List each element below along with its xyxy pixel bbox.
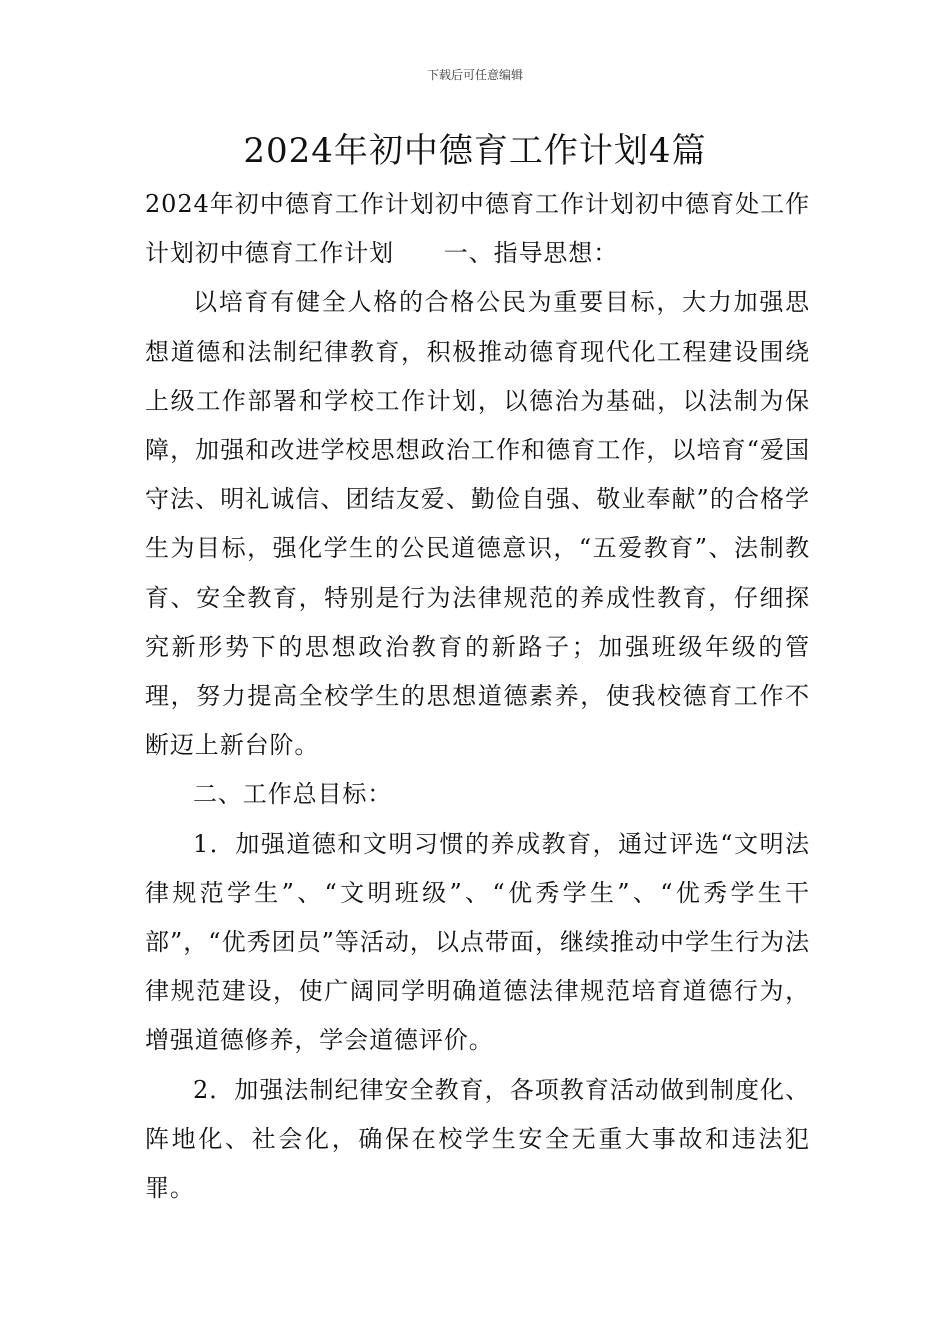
document-title: 2024年初中德育工作计划4篇: [243, 131, 707, 171]
document-body: [145, 180, 810, 1213]
paragraph-guiding-thought: 以培育有健全人格的合格公民为重要目标，大力加强思想道德和法制纪律教育，积极推动德育现代化工程建设围绕上级工作部署和学校工作计划，以德治为基础，以法制为保障，加强和改进学校思想政治工作和德育工作，以培育“爱国守法、明礼诚信、团结友爱、勤俭自强、敬业奉献”的合格学生为目标，强化学生的公民道德意识，“五爱教育”、法制教育、安全教育，特别是行为法律规范的养成性教育，仔细探究新形势下的思想政治教育的新路子；加强班级年级的管理，努力提高全校学生的思想道德素养，使我校德育工作不断迈上新台阶。: [145, 288, 810, 760]
paragraph-goal-1: 1．加强道德和文明习惯的养成教育，通过评选“文明法律规范学生”、“文明班级”、“优秀学生”、“优秀学生干部”，“优秀团员”等活动，以点带面，继续推动中学生行为法律规范建设，使广阔同学明确道德法律规范培育道德行为，增强道德修养，学会道德评价。: [145, 829, 810, 1055]
paragraph-goals-heading: 二、工作总目标：: [193, 780, 393, 809]
header-note: 下载后可任意编辑: [426, 68, 523, 82]
paragraph-goal-2: 2．加强法制纪律安全教育，各项教育活动做到制度化、阵地化、社会化，确保在校学生安全无重大事故和违法犯罪。: [145, 1075, 810, 1203]
paragraph-intro: 2024年初中德育工作计划初中德育工作计划初中德育处工作计划初中德育工作计划 一、指导思想：: [145, 190, 810, 268]
